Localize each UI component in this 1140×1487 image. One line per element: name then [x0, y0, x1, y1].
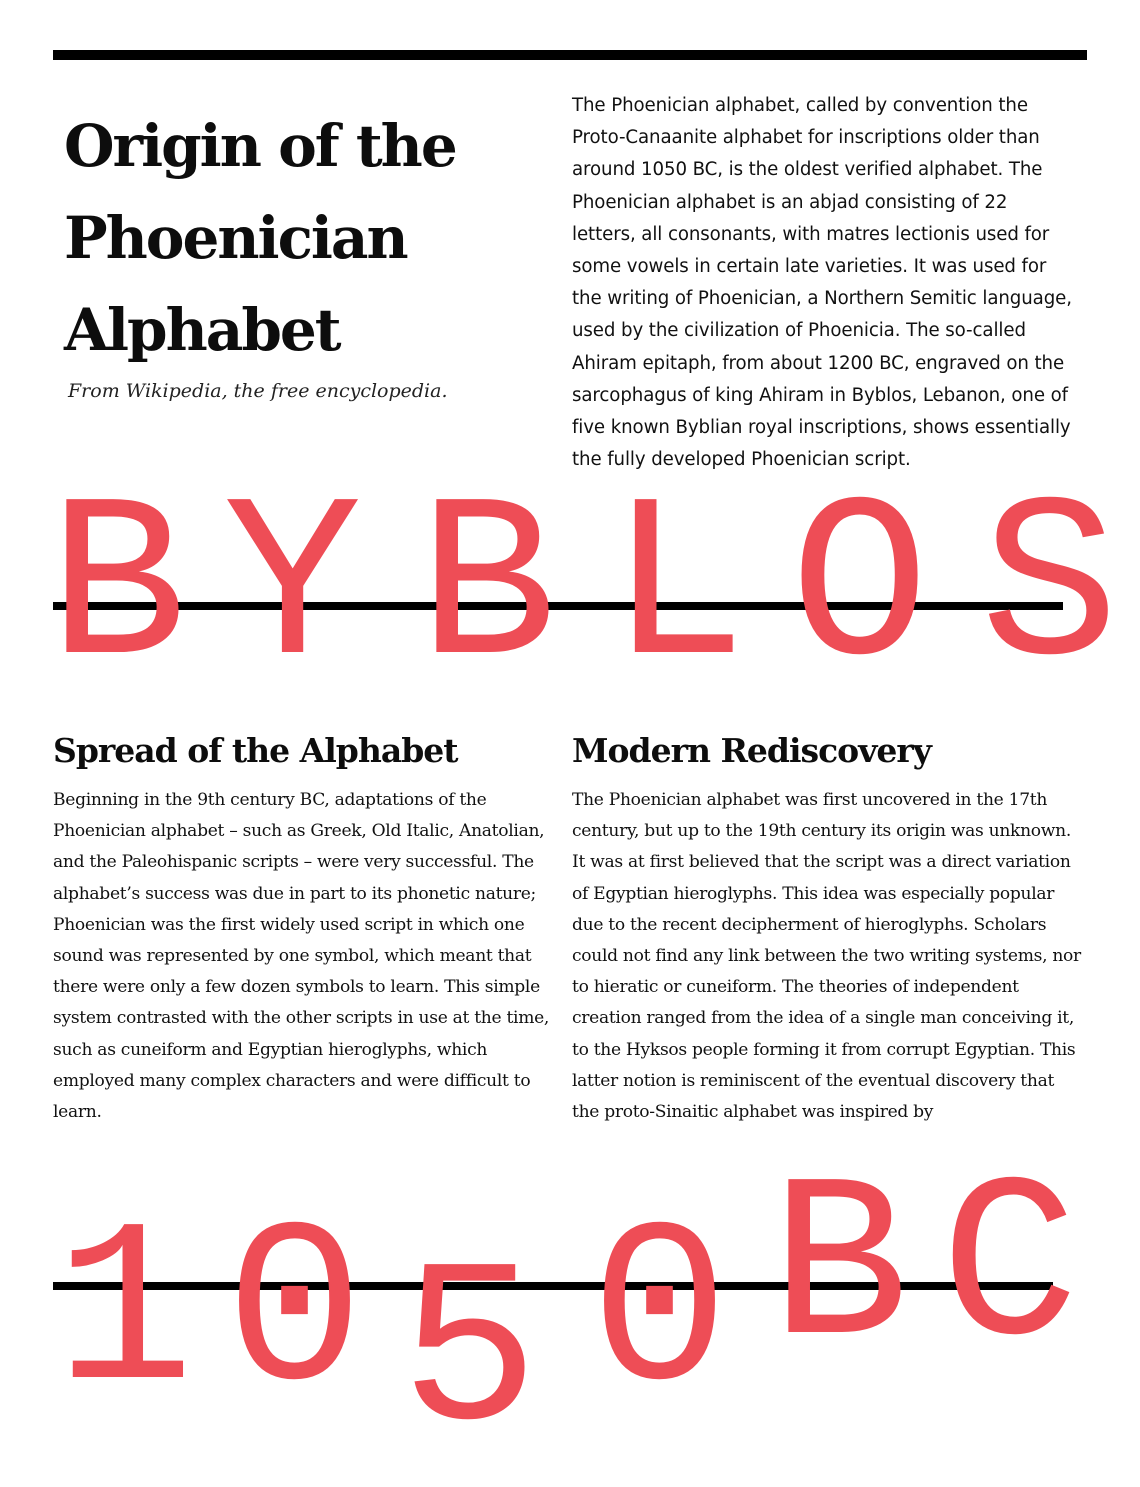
section-heading-rediscovery: Modern Rediscovery: [572, 731, 931, 770]
display-letter: L: [608, 459, 748, 722]
article-title: Origin of the Phoenician Alphabet: [64, 112, 456, 364]
display-digit: 5: [400, 1224, 540, 1487]
display-letter: B: [770, 1139, 910, 1402]
display-letter: B: [418, 459, 558, 722]
display-letter: O: [790, 459, 930, 722]
display-digit: 0: [590, 1184, 730, 1447]
intro-paragraph: The Phoenician alphabet, called by convention the Proto-Canaanite alphabet for inscriptions older than around 1050 BC, is the oldest verified alphabet. The Phoenician alphabet is an abjad consisting of 22 letters, all consonants, with matres lectionis used for some vowels in certain late varieties. It was used for the writing of Phoenician, a Northern Semitic language, used by the civilization of Phoenicia. The so-called Ahiram epitaph, from about 1200 BC, engraved on the sarcophagus of king Ahiram in Byblos, Lebanon, one of five known Byblian royal inscriptions, shows essentially the fully developed Phoenician script.: [572, 95, 1072, 471]
display-digit: 0: [225, 1184, 365, 1447]
section-body-rediscovery: The Phoenician alphabet was first uncovered in the 17th century, but up to the 19th century its origin was unknown. It was at first believed that the script was a direct variation of Egyptian hieroglyphs. This idea was especially popular due to the recent decipherment of hieroglyphs. Scholars could not find any link between the two writing systems, nor to hieratic or cuneiform. The theories of independent creation ranged from the idea of a single man conceiving it, to the Hyksos people forming it from corrupt Egyptian. This latter notion is reminiscent of the eventual discovery that the proto-Sinaitic alphabet was inspired by: [572, 790, 1081, 1123]
section-body-spread: Beginning in the 9th century BC, adaptations of the Phoenician alphabet – such as Greek, Old Italic, Anatolian, and the Paleohispanic scripts – were very successful. The alphabet’s success was due in part to its phonetic nature; Phoenician was the first widely used script in which one sound was represented by one symbol, which meant that there were only a few dozen symbols to learn. This simple system contrasted with the other scripts in use at the time, such as cuneiform and Egyptian hieroglyphs, which employed many complex characters and were difficult to learn.: [53, 790, 550, 1123]
display-letter: S: [980, 459, 1120, 722]
display-letter: Y: [223, 459, 363, 722]
section-heading-spread: Spread of the Alphabet: [53, 731, 458, 770]
display-letter: B: [48, 459, 188, 722]
display-letter: C: [940, 1139, 1080, 1402]
article-subtitle: From Wikipedia, the free encyclopedia.: [68, 380, 448, 402]
display-digit: 1: [55, 1184, 195, 1447]
